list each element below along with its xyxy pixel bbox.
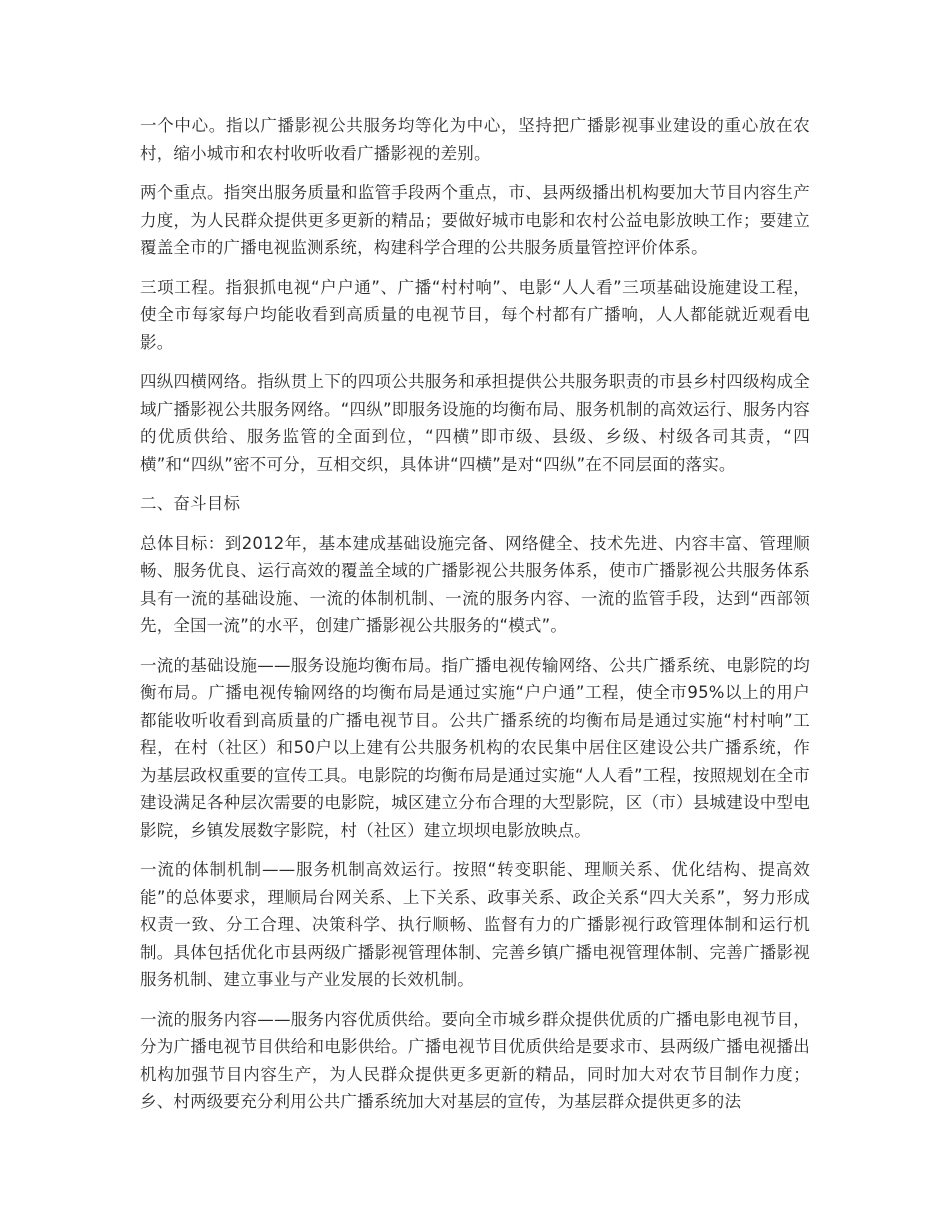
paragraph-overall-goal: 总体目标：到2012年，基本建成基础设施完备、网络健全、技术先进、内容丰富、管理顺畅、服务优良、运行高效的覆盖全域的广播影视公共服务体系，使市广播影视公共服务体系具有一流的基础设施、一流的体制机制、一流的服务内容、一流的监管手段，达到“西部领先，全国一流”的水平，创建广播影视公共服务的“模式”。 <box>140 533 810 635</box>
section-heading-goals: 二、奋斗目标 <box>140 494 241 513</box>
paragraph-infrastructure: 一流的基础设施——服务设施均衡布局。指广播电视传输网络、公共广播系统、电影院的均衡布局。广播电视传输网络的均衡布局是通过实施“户户通”工程，使全市95%以上的用户都能收听收看到高质量的广播电视节目。公共广播系统的均衡布局是通过实施“村村响”工程，在村（社区）和50户以上建有公共服务机构的农民集中居住区建设公共广播系统，作为基层政权重要的宣传工具。电影院的均衡布局是通过实施“人人看”工程，按照规划在全市建设满足各种层次需要的电影院，城区建立分布合理的大型影院，区（市）县城建设中型电影院，乡镇发展数字影院，村（社区）建立坝坝电影放映点。 <box>140 655 810 840</box>
paragraph-two-focuses: 两个重点。指突出服务质量和监管手段两个重点，市、县两级播出机构要加大节目内容生产力度，为人民群众提供更多更新的精品；要做好城市电影和农村公益电影放映工作；要建立覆盖全市的广播电视监测系统，构建科学合理的公共服务质量管控评价体系。 <box>140 183 810 257</box>
paragraph-network: 四纵四横网络。指纵贯上下的四项公共服务和承担提供公共服务职责的市县乡村四级构成全域广播影视公共服务网络。“四纵”即服务设施的均衡布局、服务机制的高效运行、服务内容的优质供给、服务监管的全面到位，“四横”即市级、县级、乡级、村级各司其责，“四横”和“四纵”密不可分，互相交织，具体讲“四横”是对“四纵”在不同层面的落实。 <box>140 372 810 474</box>
paragraph-mechanism: 一流的体制机制——服务机制高效运行。按照“转变职能、理顺关系、优化结构、提高效能”的总体要求，理顺局台网关系、上下关系、政事关系、政企关系“四大关系”，努力形成权责一致、分工合理、决策科学、执行顺畅、监督有力的广播影视行政管理体制和运行机制。具体包括优化市县两级广播影视管理体制、完善乡镇广播电视管理体制、完善广播影视服务机制、建立事业与产业发展的长效机制。 <box>140 860 810 989</box>
paragraph-one-center: 一个中心。指以广播影视公共服务均等化为中心，坚持把广播影视事业建设的重心放在农村，缩小城市和农村收听收看广播影视的差别。 <box>140 116 810 163</box>
paragraph-three-projects: 三项工程。指狠抓电视“户户通”、广播“村村响”、电影“人人看”三项基础设施建设工程，使全市每家每户均能收看到高质量的电视节目，每个村都有广播响，人人都能就近观看电影。 <box>140 277 810 352</box>
paragraph-content: 一流的服务内容——服务内容优质供给。要向全市城乡群众提供优质的广播电影电视节目，分为广播电视节目供给和电影供给。广播电视节目优质供给是要求市、县两级广播电视播出机构加强节目内容生产，为人民群众提供更多更新的精品，同时加大对农节目制作力度；乡、村两级要充分利用公共广播系统加大对基层的宣传，为基层群众提供更多的法 <box>140 1009 810 1111</box>
document-body <box>140 112 810 1128</box>
